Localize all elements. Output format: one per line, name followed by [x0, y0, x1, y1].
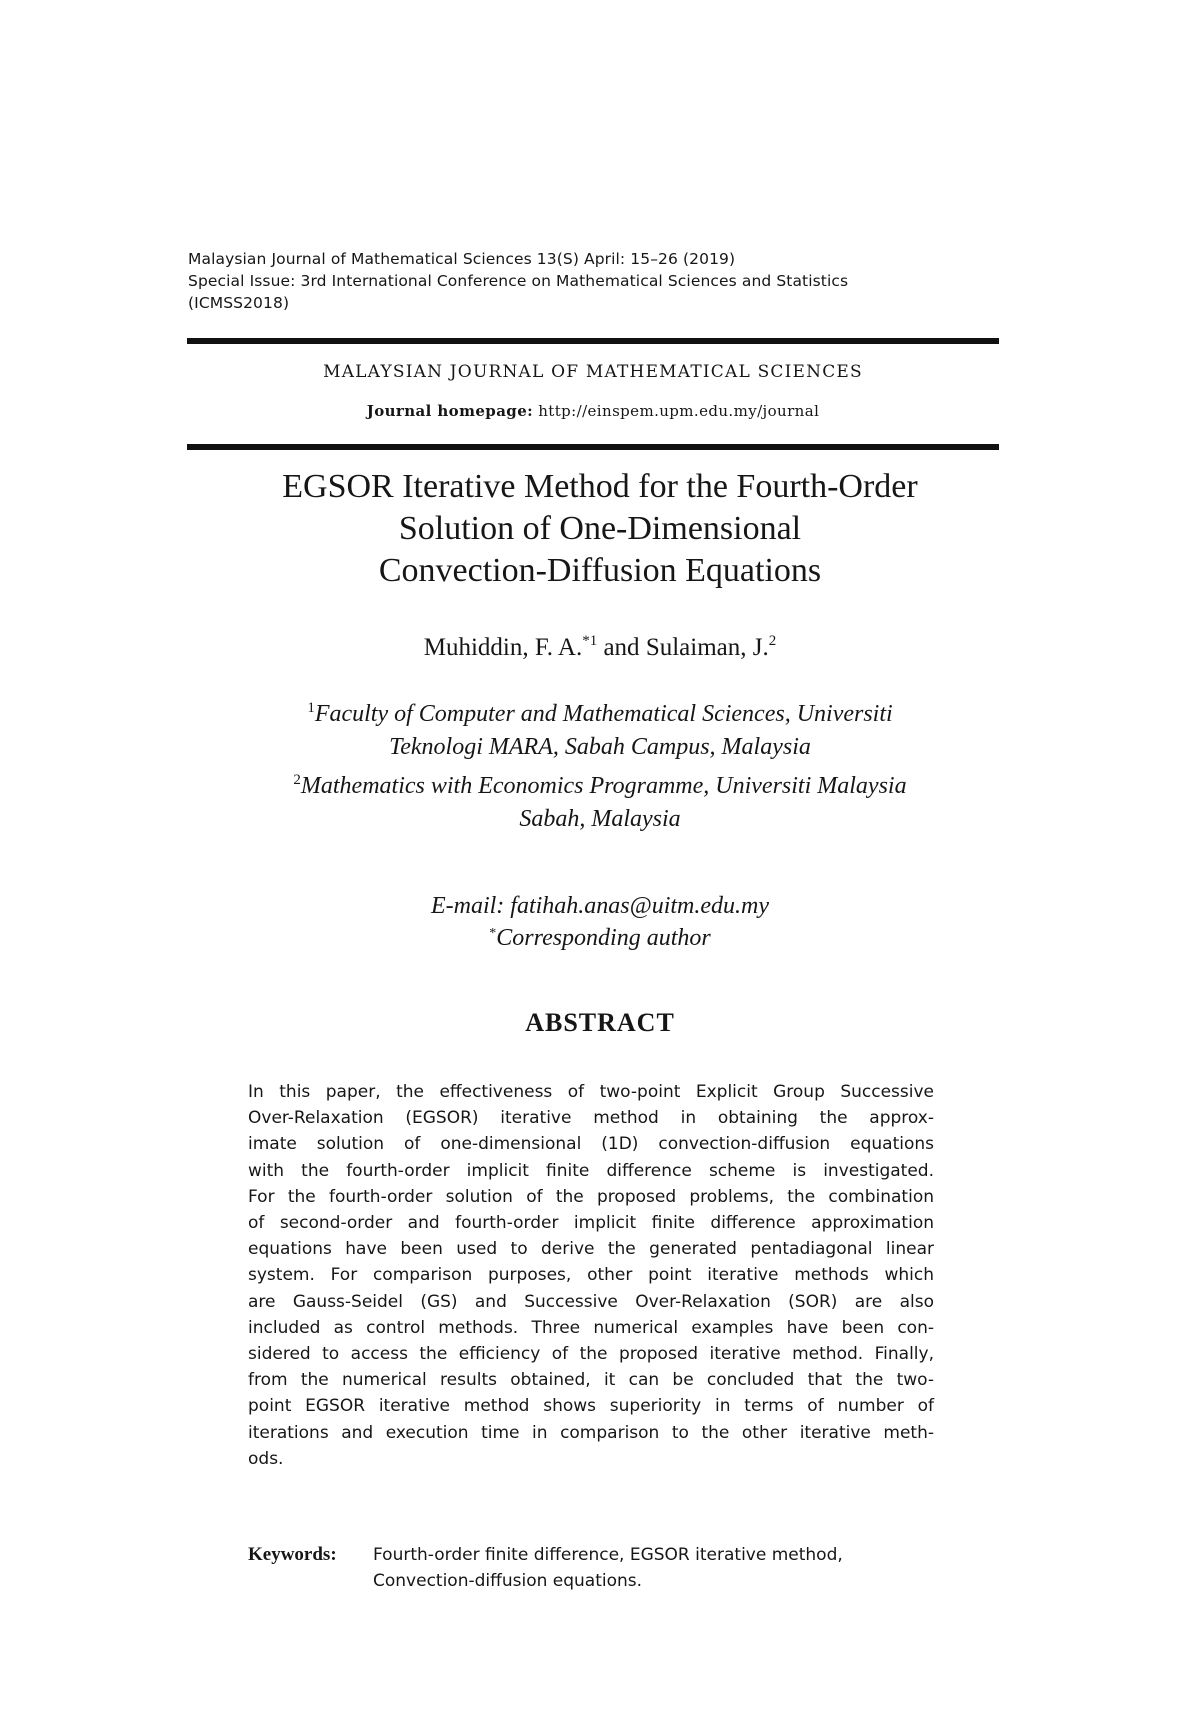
abstract-line: sidered to access the efficiency of the proposed iterative method. Finally, [248, 1344, 934, 1365]
abstract-line: In this paper, the effectiveness of two-point Explicit Group Successive [248, 1082, 934, 1102]
header-conference-abbrev: (ICMSS2018) [188, 294, 290, 312]
title-line: Convection-Diffusion Equations [378, 552, 822, 589]
abstract-line: with the fourth-order implicit finite difference scheme is investigated. [248, 1160, 934, 1181]
abstract-line: system. For comparison purposes, other point iterative methods which [248, 1265, 934, 1286]
author-mark: 2 [768, 633, 777, 649]
author-name: Sulaiman, J. [645, 634, 769, 661]
keywords-line: Fourth-order finite difference, EGSOR iterative method, [373, 1545, 843, 1565]
abstract-heading: ABSTRACT [525, 1008, 675, 1037]
affiliation-text: Teknologi MARA, Sabah Campus, Malaysia [389, 734, 811, 760]
abstract-line: of second-order and fourth-order implicit finite difference approximation [248, 1213, 934, 1234]
abstract-line: ods. [248, 1448, 284, 1469]
keywords-list [373, 1542, 933, 1594]
affiliation-line [150, 731, 1050, 764]
abstract-line: equations have been used to derive the generated pentadiagonal linear [248, 1239, 934, 1260]
paper-title [150, 466, 1050, 592]
affiliation-line [150, 803, 1050, 836]
affiliations [150, 692, 1050, 836]
email-label: E-mail: [430, 893, 505, 919]
abstract-line: iterations and execution time in comparison to the other iterative meth- [248, 1422, 934, 1443]
affiliation-text: Faculty of Computer and Mathematical Sciences, Universiti [314, 701, 893, 727]
affiliation-text: Mathematics with Economics Programme, Universiti Malaysia [300, 773, 907, 799]
journal-name: MALAYSIAN JOURNAL OF MATHEMATICAL SCIENCES [323, 362, 863, 382]
publication-header [188, 248, 1018, 314]
affiliation-text: Sabah, Malaysia [519, 806, 681, 832]
header-citation-line: Malaysian Journal of Mathematical Sciences 13(S) April: 15–26 (2019) [188, 250, 736, 268]
author-connector: and [603, 634, 640, 661]
header-special-issue-line: Special Issue: 3rd International Conference on Mathematical Sciences and Statistics [188, 272, 849, 290]
abstract-line: Over-Relaxation (EGSOR) iterative method in obtaining the approx- [248, 1108, 934, 1129]
abstract-line: included as control methods. Three numerical examples have been con- [248, 1317, 934, 1338]
affiliation-line [150, 764, 1050, 803]
abstract-body [248, 1079, 934, 1472]
abstract-line: imate solution of one-dimensional (1D) convection-diffusion equations [248, 1134, 934, 1155]
corresponding-mark: * [489, 926, 497, 941]
abstract-line: are Gauss-Seidel (GS) and Successive Over-Relaxation (SOR) are also [248, 1291, 934, 1312]
email-address[interactable]: fatihah.anas@uitm.edu.my [510, 893, 770, 919]
author-list [150, 633, 1050, 662]
keywords-line: Convection-diffusion equations. [373, 1571, 643, 1591]
abstract-line: For the fourth-order solution of the proposed problems, the combination [248, 1186, 934, 1207]
bottom-rule-divider [187, 444, 999, 450]
abstract-line: point EGSOR iterative method shows superiority in terms of number of [248, 1396, 934, 1417]
corresponding-text: Corresponding author [496, 925, 711, 951]
contact-email [150, 892, 1050, 920]
homepage-link[interactable]: http://einspem.upm.edu.my/journal [538, 402, 820, 420]
homepage-label: Journal homepage: [366, 402, 534, 420]
top-rule-divider [187, 338, 999, 344]
affiliation-mark: 2 [293, 772, 301, 788]
author-mark: *1 [582, 633, 598, 649]
affiliation-line [150, 692, 1050, 731]
corresponding-author-note [150, 920, 1050, 952]
title-line: Solution of One-Dimensional [398, 510, 802, 547]
title-line: EGSOR Iterative Method for the Fourth-Order [282, 468, 918, 505]
journal-homepage [187, 402, 999, 420]
author-name: Muhiddin, F. A. [423, 634, 583, 661]
affiliation-mark: 1 [307, 700, 315, 716]
keywords-label: Keywords: [248, 1544, 337, 1565]
abstract-line: from the numerical results obtained, it can be concluded that the two- [248, 1370, 934, 1391]
